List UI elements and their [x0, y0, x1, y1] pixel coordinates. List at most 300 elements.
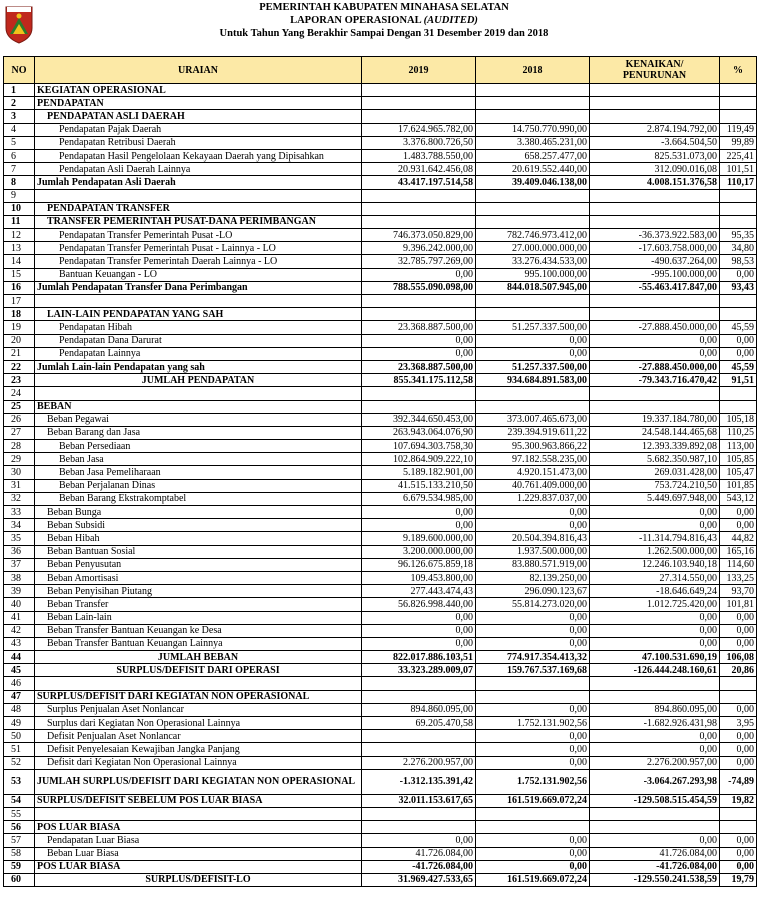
value-percent: 106,08 [720, 651, 757, 664]
value-2018: 0,00 [476, 834, 590, 847]
value-percent: 45,59 [720, 360, 757, 373]
row-number: 60 [4, 873, 35, 886]
table-row [4, 545, 757, 558]
row-label: Pendapatan Pajak Daerah [35, 123, 362, 136]
value-2018: 83.880.571.919,00 [476, 558, 590, 571]
value-change: 2.276.200.957,00 [590, 756, 720, 769]
row-number: 48 [4, 703, 35, 716]
row-number: 6 [4, 149, 35, 162]
table-row [4, 308, 757, 321]
row-number: 52 [4, 756, 35, 769]
value-2019: 9.189.600.000,00 [362, 532, 476, 545]
table-row [4, 110, 757, 123]
row-label: Beban Transfer [35, 598, 362, 611]
value-percent [720, 202, 757, 215]
row-number: 24 [4, 387, 35, 400]
value-2018: 1.937.500.000,00 [476, 545, 590, 558]
value-change: -129.508.515.454,59 [590, 794, 720, 807]
value-percent: -74,89 [720, 769, 757, 794]
value-2018 [476, 84, 590, 97]
value-2018 [476, 97, 590, 110]
row-label [35, 189, 362, 202]
value-percent [720, 690, 757, 703]
value-2019: -1.312.135.391,42 [362, 769, 476, 794]
value-2019: 31.969.427.533,65 [362, 873, 476, 886]
value-2018: 51.257.337.500,00 [476, 360, 590, 373]
value-2019 [362, 189, 476, 202]
value-change: 0,00 [590, 834, 720, 847]
value-2019 [362, 677, 476, 690]
row-label: Beban Bantuan Sosial [35, 545, 362, 558]
value-2019: 32.011.153.617,65 [362, 794, 476, 807]
value-percent: 0,00 [720, 847, 757, 860]
value-2018 [476, 202, 590, 215]
value-2019: 746.373.050.829,00 [362, 229, 476, 242]
value-change: -36.373.922.583,00 [590, 229, 720, 242]
row-number: 10 [4, 202, 35, 215]
value-2019: 2.276.200.957,00 [362, 756, 476, 769]
value-percent: 105,85 [720, 453, 757, 466]
row-label: Surplus Penjualan Aset Nonlancar [35, 703, 362, 716]
row-number: 33 [4, 506, 35, 519]
value-percent [720, 387, 757, 400]
table-row [4, 519, 757, 532]
table-row [4, 202, 757, 215]
row-label: Beban Transfer Bantuan Keuangan Lainnya [35, 637, 362, 650]
row-number: 19 [4, 321, 35, 334]
table-row [4, 242, 757, 255]
value-change: 2.874.194.792,00 [590, 123, 720, 136]
row-label: SURPLUS/DEFISIT SEBELUM POS LUAR BIASA [35, 794, 362, 807]
value-2018 [476, 677, 590, 690]
row-number: 18 [4, 308, 35, 321]
row-label: Beban Subsidi [35, 519, 362, 532]
table-row [4, 717, 757, 730]
row-label: PENDAPATAN TRANSFER [35, 202, 362, 215]
row-label: BEBAN [35, 400, 362, 413]
value-2018: 97.182.558.235,00 [476, 453, 590, 466]
row-label: Beban Pegawai [35, 413, 362, 426]
value-2019 [362, 202, 476, 215]
value-2018 [476, 400, 590, 413]
value-change: 0,00 [590, 334, 720, 347]
col-header-uraian: URAIAN [35, 57, 362, 84]
value-percent: 3,95 [720, 717, 757, 730]
value-percent: 0,00 [720, 268, 757, 281]
value-2019 [362, 690, 476, 703]
value-percent: 165,16 [720, 545, 757, 558]
value-2019 [362, 215, 476, 228]
value-2019: 33.323.289.009,07 [362, 664, 476, 677]
value-percent: 91,51 [720, 374, 757, 387]
value-2018: 33.276.434.533,00 [476, 255, 590, 268]
value-percent: 0,00 [720, 347, 757, 360]
value-percent: 0,00 [720, 703, 757, 716]
col-header-2018: 2018 [476, 57, 590, 84]
value-change: 5.449.697.948,00 [590, 492, 720, 505]
row-number: 14 [4, 255, 35, 268]
value-2019: 788.555.090.098,00 [362, 281, 476, 294]
row-number: 38 [4, 571, 35, 584]
value-change [590, 677, 720, 690]
table-row [4, 413, 757, 426]
value-2019: 277.443.474,43 [362, 585, 476, 598]
value-change: -1.682.926.431,98 [590, 717, 720, 730]
value-2019: 41.726.084,00 [362, 847, 476, 860]
value-change: 0,00 [590, 519, 720, 532]
row-label: SURPLUS/DEFISIT DARI KEGIATAN NON OPERASIONAL [35, 690, 362, 703]
row-number: 47 [4, 690, 35, 703]
report-header [0, 0, 768, 52]
value-percent: 0,00 [720, 334, 757, 347]
value-2019: 0,00 [362, 637, 476, 650]
row-label: Pendapatan Lainnya [35, 347, 362, 360]
row-label [35, 295, 362, 308]
value-change: -55.463.417.847,00 [590, 281, 720, 294]
value-change: 19.337.184.780,00 [590, 413, 720, 426]
row-label [35, 677, 362, 690]
value-change: -995.100.000,00 [590, 268, 720, 281]
row-label: JUMLAH BEBAN [35, 651, 362, 664]
row-label: Jumlah Lain-lain Pendapatan yang sah [35, 360, 362, 373]
value-change [590, 690, 720, 703]
row-number: 53 [4, 769, 35, 794]
value-2018 [476, 821, 590, 834]
value-change: 825.531.073,00 [590, 149, 720, 162]
row-number: 39 [4, 585, 35, 598]
value-2018: 159.767.537.169,68 [476, 664, 590, 677]
row-label: LAIN-LAIN PENDAPATAN YANG SAH [35, 308, 362, 321]
table-row [4, 807, 757, 820]
value-2018: 239.394.919.611,22 [476, 426, 590, 439]
value-2019: 0,00 [362, 334, 476, 347]
value-change: 0,00 [590, 730, 720, 743]
row-number: 21 [4, 347, 35, 360]
value-change [590, 189, 720, 202]
value-percent: 95,35 [720, 229, 757, 242]
row-number: 44 [4, 651, 35, 664]
value-2018: 0,00 [476, 730, 590, 743]
row-label: Defisit Penyelesaian Kewajiban Jangka Panjang [35, 743, 362, 756]
row-number: 56 [4, 821, 35, 834]
value-change: 312.090.016,08 [590, 163, 720, 176]
table-row [4, 123, 757, 136]
value-change [590, 295, 720, 308]
value-percent: 98,53 [720, 255, 757, 268]
value-2019 [362, 400, 476, 413]
row-number: 25 [4, 400, 35, 413]
value-2018: 161.519.669.072,24 [476, 873, 590, 886]
value-change: 12.246.103.940,18 [590, 558, 720, 571]
value-percent [720, 84, 757, 97]
value-percent [720, 189, 757, 202]
table-row [4, 664, 757, 677]
row-label: Pendapatan Retribusi Daerah [35, 136, 362, 149]
value-2019: 32.785.797.269,00 [362, 255, 476, 268]
value-2018: 1.752.131.902,56 [476, 769, 590, 794]
col-header-no: NO [4, 57, 35, 84]
value-change: -3.064.267.293,98 [590, 769, 720, 794]
report-period: Untuk Tahun Yang Berakhir Sampai Dengan 31 Desember 2019 dan 2018 [219, 28, 549, 39]
row-label: Beban Barang dan Jasa [35, 426, 362, 439]
row-label: Beban Jasa [35, 453, 362, 466]
value-change [590, 308, 720, 321]
value-2019: 0,00 [362, 611, 476, 624]
row-number: 59 [4, 860, 35, 873]
value-percent [720, 295, 757, 308]
value-2018: 161.519.669.072,24 [476, 794, 590, 807]
value-percent: 19,82 [720, 794, 757, 807]
value-2018: 0,00 [476, 756, 590, 769]
value-2019: 3.200.000.000,00 [362, 545, 476, 558]
table-row [4, 637, 757, 650]
value-change: 1.262.500.000,00 [590, 545, 720, 558]
row-label: Pendapatan Dana Darurat [35, 334, 362, 347]
row-number: 20 [4, 334, 35, 347]
value-2019: 0,00 [362, 268, 476, 281]
value-2019 [362, 387, 476, 400]
row-label: Beban Persediaan [35, 440, 362, 453]
value-2018: 40.761.409.000,00 [476, 479, 590, 492]
table-row [4, 506, 757, 519]
value-change: -490.637.264,00 [590, 255, 720, 268]
table-row [4, 387, 757, 400]
value-2018: 658.257.477,00 [476, 149, 590, 162]
table-row [4, 585, 757, 598]
value-change: 269.031.428,00 [590, 466, 720, 479]
table-row [4, 215, 757, 228]
value-percent: 45,59 [720, 321, 757, 334]
value-2018 [476, 690, 590, 703]
value-change: -27.888.450.000,00 [590, 321, 720, 334]
table-row [4, 295, 757, 308]
value-percent [720, 821, 757, 834]
value-percent: 105,47 [720, 466, 757, 479]
row-number: 54 [4, 794, 35, 807]
row-label: Surplus dari Kegiatan Non Operasional Lainnya [35, 717, 362, 730]
value-2018: 1.229.837.037,00 [476, 492, 590, 505]
value-2018 [476, 110, 590, 123]
value-2018: 27.000.000.000,00 [476, 242, 590, 255]
value-percent: 101,51 [720, 163, 757, 176]
value-2018: 0,00 [476, 506, 590, 519]
government-title: PEMERINTAH KABUPATEN MINAHASA SELATAN [259, 2, 509, 13]
value-2018: 0,00 [476, 624, 590, 637]
col-header-percent: % [720, 57, 757, 84]
value-2019 [362, 730, 476, 743]
value-2019: 1.483.788.550,00 [362, 149, 476, 162]
value-change: -3.664.504,50 [590, 136, 720, 149]
value-change: 24.548.144.465,68 [590, 426, 720, 439]
value-2019: 109.453.800,00 [362, 571, 476, 584]
value-2018: 0,00 [476, 611, 590, 624]
value-percent: 0,00 [720, 860, 757, 873]
row-label: Jumlah Pendapatan Transfer Dana Perimbangan [35, 281, 362, 294]
row-label: SURPLUS/DEFISIT-LO [35, 873, 362, 886]
value-2019: 0,00 [362, 506, 476, 519]
value-2018 [476, 308, 590, 321]
row-number: 50 [4, 730, 35, 743]
value-2018: 0,00 [476, 860, 590, 873]
row-number: 46 [4, 677, 35, 690]
table-row [4, 794, 757, 807]
table-row [4, 84, 757, 97]
value-2018: 844.018.507.945,00 [476, 281, 590, 294]
row-label: Pendapatan Transfer Pemerintah Daerah Lainnya - LO [35, 255, 362, 268]
row-number: 28 [4, 440, 35, 453]
value-percent [720, 807, 757, 820]
value-percent: 133,25 [720, 571, 757, 584]
value-change [590, 84, 720, 97]
value-change: 47.100.531.690,19 [590, 651, 720, 664]
row-number: 45 [4, 664, 35, 677]
value-2018: 296.090.123,67 [476, 585, 590, 598]
row-label: Pendapatan Luar Biasa [35, 834, 362, 847]
value-percent [720, 215, 757, 228]
table-row [4, 756, 757, 769]
value-2018: 774.917.354.413,32 [476, 651, 590, 664]
row-number: 17 [4, 295, 35, 308]
table-row [4, 136, 757, 149]
value-percent: 110,25 [720, 426, 757, 439]
table-row [4, 834, 757, 847]
row-number: 1 [4, 84, 35, 97]
value-percent: 0,00 [720, 834, 757, 847]
row-number: 32 [4, 492, 35, 505]
row-label: Beban Transfer Bantuan Keuangan ke Desa [35, 624, 362, 637]
value-percent: 114,60 [720, 558, 757, 571]
value-percent: 0,00 [720, 743, 757, 756]
row-label: TRANSFER PEMERINTAH PUSAT-DANA PERIMBANGAN [35, 215, 362, 228]
value-percent [720, 110, 757, 123]
table-row [4, 374, 757, 387]
row-number: 57 [4, 834, 35, 847]
row-number: 42 [4, 624, 35, 637]
operational-report-table [3, 56, 757, 887]
table-row [4, 334, 757, 347]
table-row [4, 321, 757, 334]
row-number: 34 [4, 519, 35, 532]
value-2019 [362, 84, 476, 97]
value-change: -126.444.248.160,61 [590, 664, 720, 677]
table-row [4, 229, 757, 242]
value-2018: 4.920.151.473,00 [476, 466, 590, 479]
row-number: 9 [4, 189, 35, 202]
row-label: Beban Perjalanan Dinas [35, 479, 362, 492]
row-number: 51 [4, 743, 35, 756]
value-change [590, 807, 720, 820]
value-percent: 0,00 [720, 519, 757, 532]
value-percent: 19,79 [720, 873, 757, 886]
row-number: 5 [4, 136, 35, 149]
row-number: 3 [4, 110, 35, 123]
value-change: -17.603.758.000,00 [590, 242, 720, 255]
row-number: 29 [4, 453, 35, 466]
value-percent: 101,85 [720, 479, 757, 492]
table-row [4, 558, 757, 571]
value-2018: 0,00 [476, 743, 590, 756]
value-2019: 41.515.133.210,50 [362, 479, 476, 492]
value-change [590, 400, 720, 413]
table-row [4, 400, 757, 413]
table-row [4, 624, 757, 637]
table-row [4, 163, 757, 176]
table-row [4, 97, 757, 110]
row-number: 4 [4, 123, 35, 136]
value-2019: 0,00 [362, 347, 476, 360]
row-label: KEGIATAN OPERASIONAL [35, 84, 362, 97]
table-row [4, 492, 757, 505]
value-percent: 105,18 [720, 413, 757, 426]
value-2019 [362, 110, 476, 123]
row-number: 2 [4, 97, 35, 110]
table-row [4, 651, 757, 664]
row-number: 58 [4, 847, 35, 860]
row-number: 49 [4, 717, 35, 730]
value-2018: 51.257.337.500,00 [476, 321, 590, 334]
value-percent [720, 97, 757, 110]
row-label: Pendapatan Transfer Pemerintah Pusat -LO [35, 229, 362, 242]
row-label [35, 387, 362, 400]
table-row [4, 466, 757, 479]
table-row [4, 440, 757, 453]
value-percent [720, 308, 757, 321]
value-2018: 1.752.131.902,56 [476, 717, 590, 730]
value-2019: 43.417.197.514,58 [362, 176, 476, 189]
value-2018: 0,00 [476, 847, 590, 860]
row-label: POS LUAR BIASA [35, 821, 362, 834]
value-percent [720, 400, 757, 413]
row-label: Defisit Penjualan Aset Nonlancar [35, 730, 362, 743]
value-2018: 0,00 [476, 347, 590, 360]
value-2019: 20.931.642.456,08 [362, 163, 476, 176]
row-number: 7 [4, 163, 35, 176]
value-2018: 782.746.973.412,00 [476, 229, 590, 242]
value-percent: 0,00 [720, 637, 757, 650]
row-number: 35 [4, 532, 35, 545]
value-2018: 14.750.770.990,00 [476, 123, 590, 136]
value-2019: 0,00 [362, 519, 476, 532]
table-row [4, 360, 757, 373]
row-label: JUMLAH PENDAPATAN [35, 374, 362, 387]
value-2019: 894.860.095,00 [362, 703, 476, 716]
row-number: 11 [4, 215, 35, 228]
row-number: 43 [4, 637, 35, 650]
value-2019: 9.396.242.000,00 [362, 242, 476, 255]
table-row [4, 532, 757, 545]
row-label: Jumlah Pendapatan Asli Daerah [35, 176, 362, 189]
row-number: 15 [4, 268, 35, 281]
value-2019 [362, 295, 476, 308]
table-row [4, 730, 757, 743]
value-change [590, 202, 720, 215]
row-label: Beban Bunga [35, 506, 362, 519]
value-percent: 0,00 [720, 506, 757, 519]
value-2018 [476, 215, 590, 228]
row-number: 41 [4, 611, 35, 624]
row-number: 23 [4, 374, 35, 387]
row-label: Beban Jasa Pemeliharaan [35, 466, 362, 479]
value-percent: 93,70 [720, 585, 757, 598]
row-label: Pendapatan Hasil Pengelolaan Kekayaan Daerah yang Dipisahkan [35, 149, 362, 162]
row-label: Beban Luar Biasa [35, 847, 362, 860]
value-2019: 102.864.909.222,10 [362, 453, 476, 466]
value-change: 0,00 [590, 347, 720, 360]
row-label: Bantuan Keuangan - LO [35, 268, 362, 281]
row-number: 37 [4, 558, 35, 571]
value-percent: 119,49 [720, 123, 757, 136]
value-2018: 0,00 [476, 637, 590, 650]
